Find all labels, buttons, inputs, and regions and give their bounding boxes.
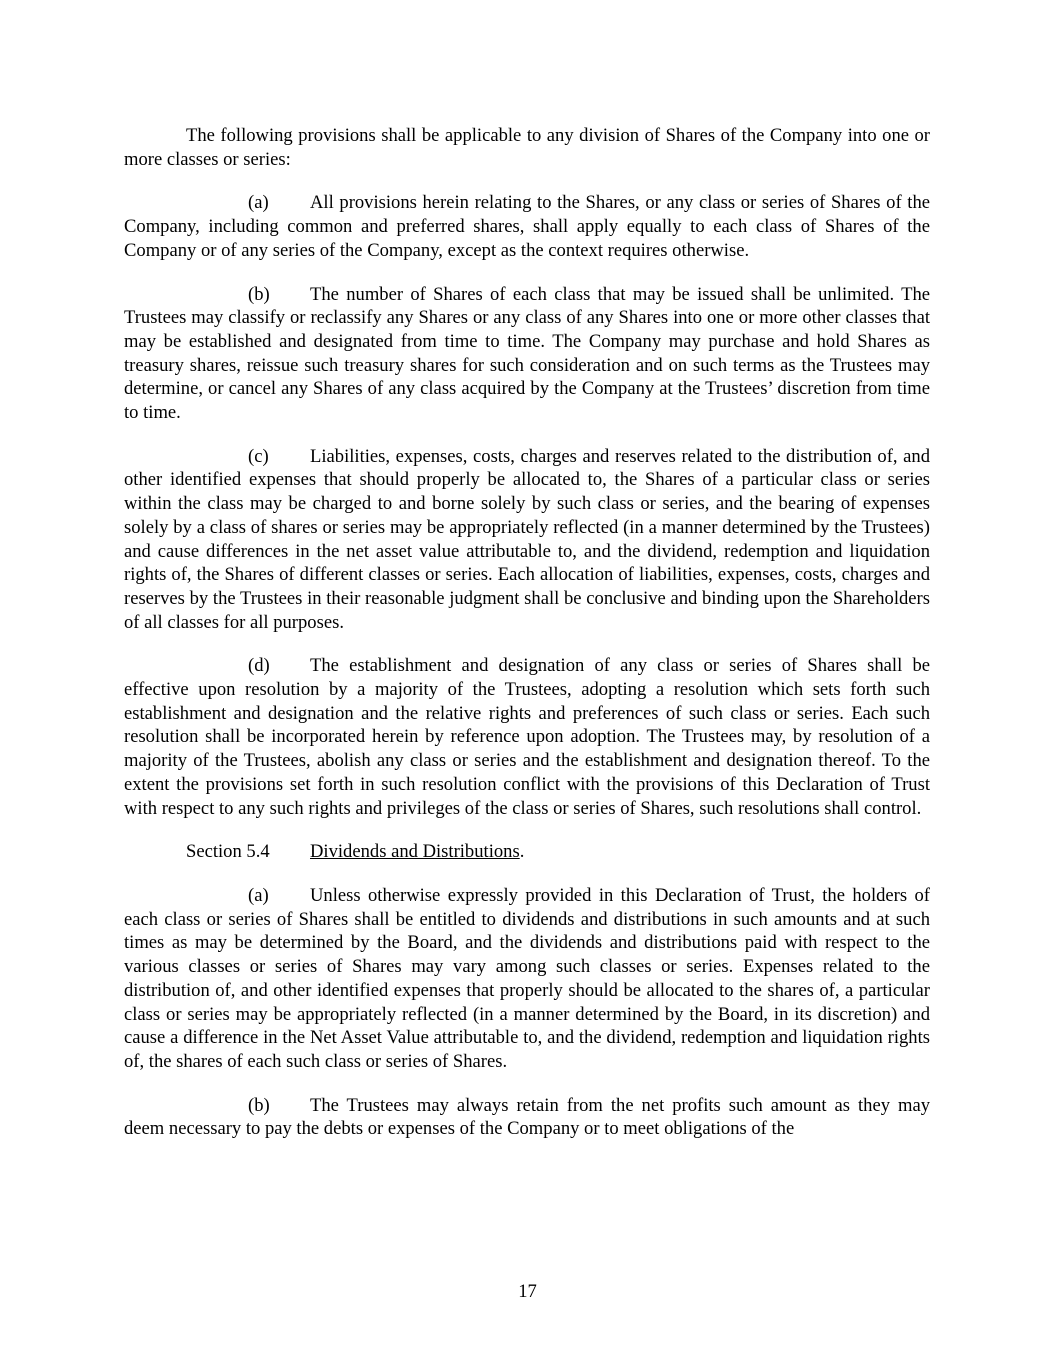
section-title-suffix: . (519, 841, 525, 863)
provision-label: (c) (248, 445, 269, 467)
document-page (124, 124, 930, 1161)
provision-text: Liabilities, expenses, costs, charges and reserves related to the distribution of, and other identified expenses that should properly be allocated to, the Shares of a particular class or series within the class may be charged to and borne solely by such class or series, and the bearing of expenses solely by a class of shares or series may be appropriately reflected (in a manner determined by the Trustees) and cause differences in the net asset value attributable to, and the dividend, redemption and liquidation rights of, the Shares of different classes or series. Each allocation of liabilities, expenses, costs, charges and reserves by the Trustees in their reasonable judgment shall be conclusive and binding upon the Shareholders of all classes for all purposes. (124, 445, 930, 633)
provision-b (124, 283, 930, 425)
dividend-provision-a (124, 884, 930, 1074)
provision-a (124, 191, 930, 262)
section-title: Dividends and Distributions (310, 841, 520, 863)
intro-paragraph: The following provisions shall be applicable to any division of Shares of the Company into one or more classes or series: (124, 125, 930, 170)
provision-label: (a) (248, 192, 269, 214)
provision-c (124, 445, 930, 635)
provision-text: All provisions herein relating to the Shares, or any class or series of Shares of the Company, including common and preferred shares, shall apply equally to each class of Shares of the Company or of any series of the Company, except as the context requires otherwise. (124, 192, 930, 261)
provision-text: The number of Shares of each class that may be issued shall be unlimited. The Trustees may classify or reclassify any Shares or any class of any Shares into one or more other classes that may be established and designated from time to time. The Company may purchase and hold Shares as treasury shares, reissue such treasury shares for such consideration and on such terms as the Trustees may determine, or cancel any Shares of any class acquired by the Company at the Trustees’ discretion from time to time. (124, 283, 930, 424)
section-number: Section 5.4 (186, 841, 270, 863)
provision-label: (b) (248, 283, 270, 305)
dividend-provision-b (124, 1094, 930, 1141)
provision-d (124, 654, 930, 820)
provision-text: The establishment and designation of any class or series of Shares shall be effective upon resolution by a majority of the Trustees, adopting a resolution which sets forth such establishment and designation and the relative rights and preferences of such class or series. Each such resolution shall be incorporated herein by reference upon adoption. The Trustees may, by resolution of a majority of the Trustees, abolish any class or series and the establishment and designation thereof. To the extent the provisions set forth in such resolution conflict with the provisions of this Declaration of Trust with respect to any such rights and privileges of the class or series of Shares, such resolutions shall control. (124, 655, 930, 819)
section-heading (124, 840, 930, 864)
provision-text: Unless otherwise expressly provided in this Declaration of Trust, the holders of each class or series of Shares shall be entitled to dividends and distributions in such amounts and at such times as may be determined by the Board, and the dividends and distributions paid with respect to the various classes or series of Shares may vary among such classes or series. Expenses related to the distribution of, and other identified expenses that properly should be allocated to the shares of, a particular class or series may be appropriately reflected (in a manner determined by the Board, in its discretion) and cause a difference in the Net Asset Value attributable to, and the dividend, redemption and liquidation rights of, the shares of each such class or series of Shares. (124, 884, 930, 1072)
provision-label: (a) (248, 884, 269, 906)
page-number: 17 (518, 1281, 537, 1302)
provision-label: (d) (248, 655, 270, 677)
provision-text: The Trustees may always retain from the net profits such amount as they may deem necessary to pay the debts or expenses of the Company or to meet obligations of the (124, 1094, 930, 1140)
provision-label: (b) (248, 1094, 270, 1116)
